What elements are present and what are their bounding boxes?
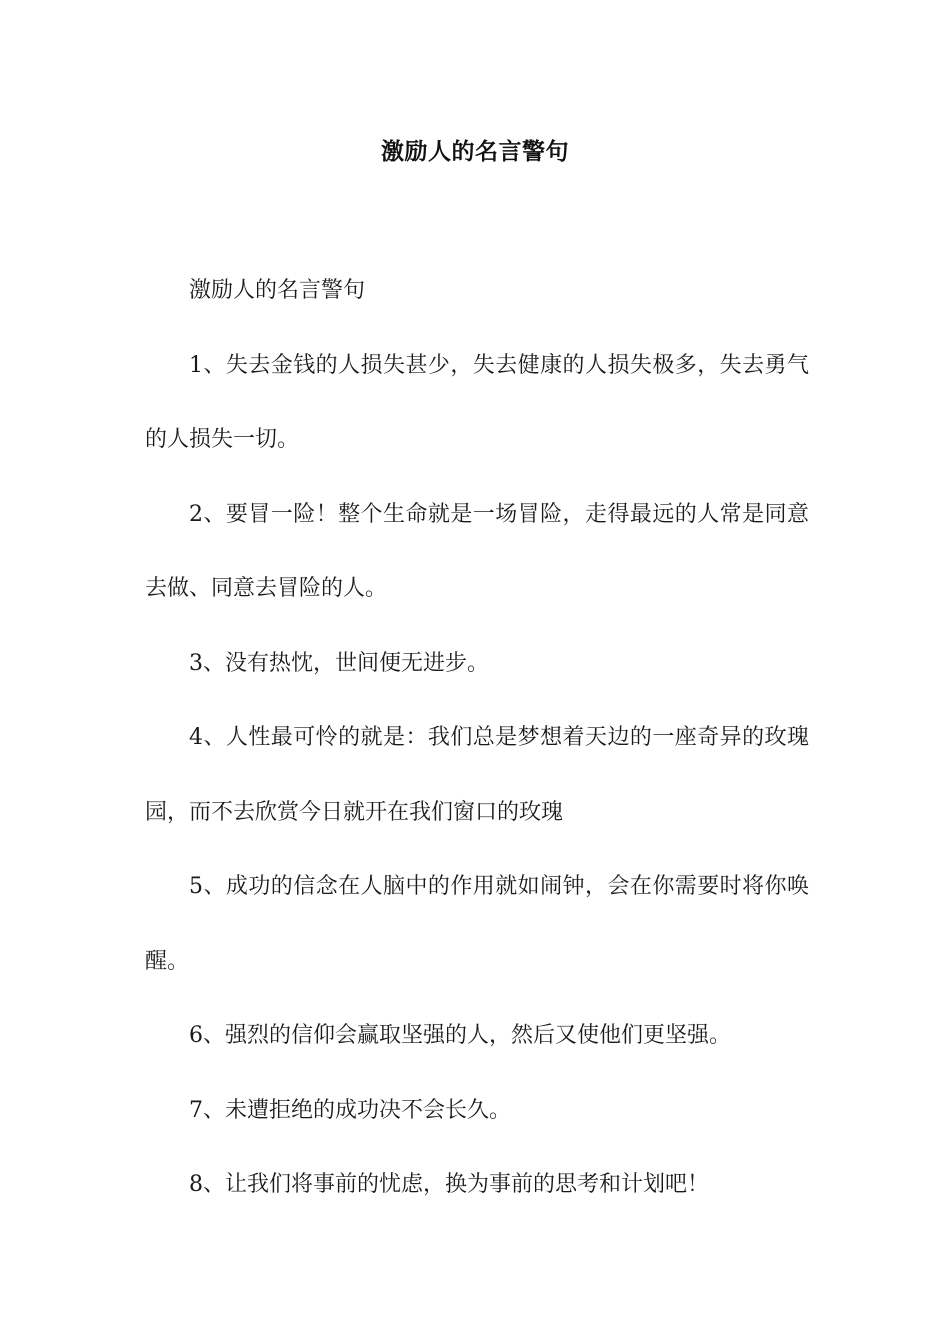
paragraph-quote-6: 6、强烈的信仰会赢取坚强的人，然后又使他们更坚强。: [189, 1023, 731, 1048]
paragraph-quote-2: 2、要冒一险！整个生命就是一场冒险，走得最远的人常是同意去做、同意去冒险的人。: [145, 501, 809, 601]
document-title: 激励人的名言警句: [381, 139, 569, 165]
paragraph-quote-3: 3、没有热忱，世间便无进步。: [189, 650, 489, 676]
paragraph-quote-5: 5、成功的信念在人脑中的作用就如闹钟，会在你需要时将你唤醒。: [145, 874, 809, 974]
paragraph-subtitle: 激励人的名言警句: [189, 278, 366, 303]
document-body: [145, 254, 809, 1223]
paragraph-quote-4: 4、人性最可怜的就是：我们总是梦想着天边的一座奇异的玫瑰园，而不去欣赏今日就开在我们窗口的玫瑰: [145, 725, 809, 825]
paragraph-quote-8: 8、让我们将事前的忧虑，换为事前的思考和计划吧！: [189, 1172, 709, 1197]
paragraph-quote-1: 1、失去金钱的人损失甚少，失去健康的人损失极多，失去勇气的人损失一切。: [145, 352, 809, 452]
paragraph-quote-7: 7、未遭拒绝的成功决不会长久。: [189, 1097, 511, 1123]
